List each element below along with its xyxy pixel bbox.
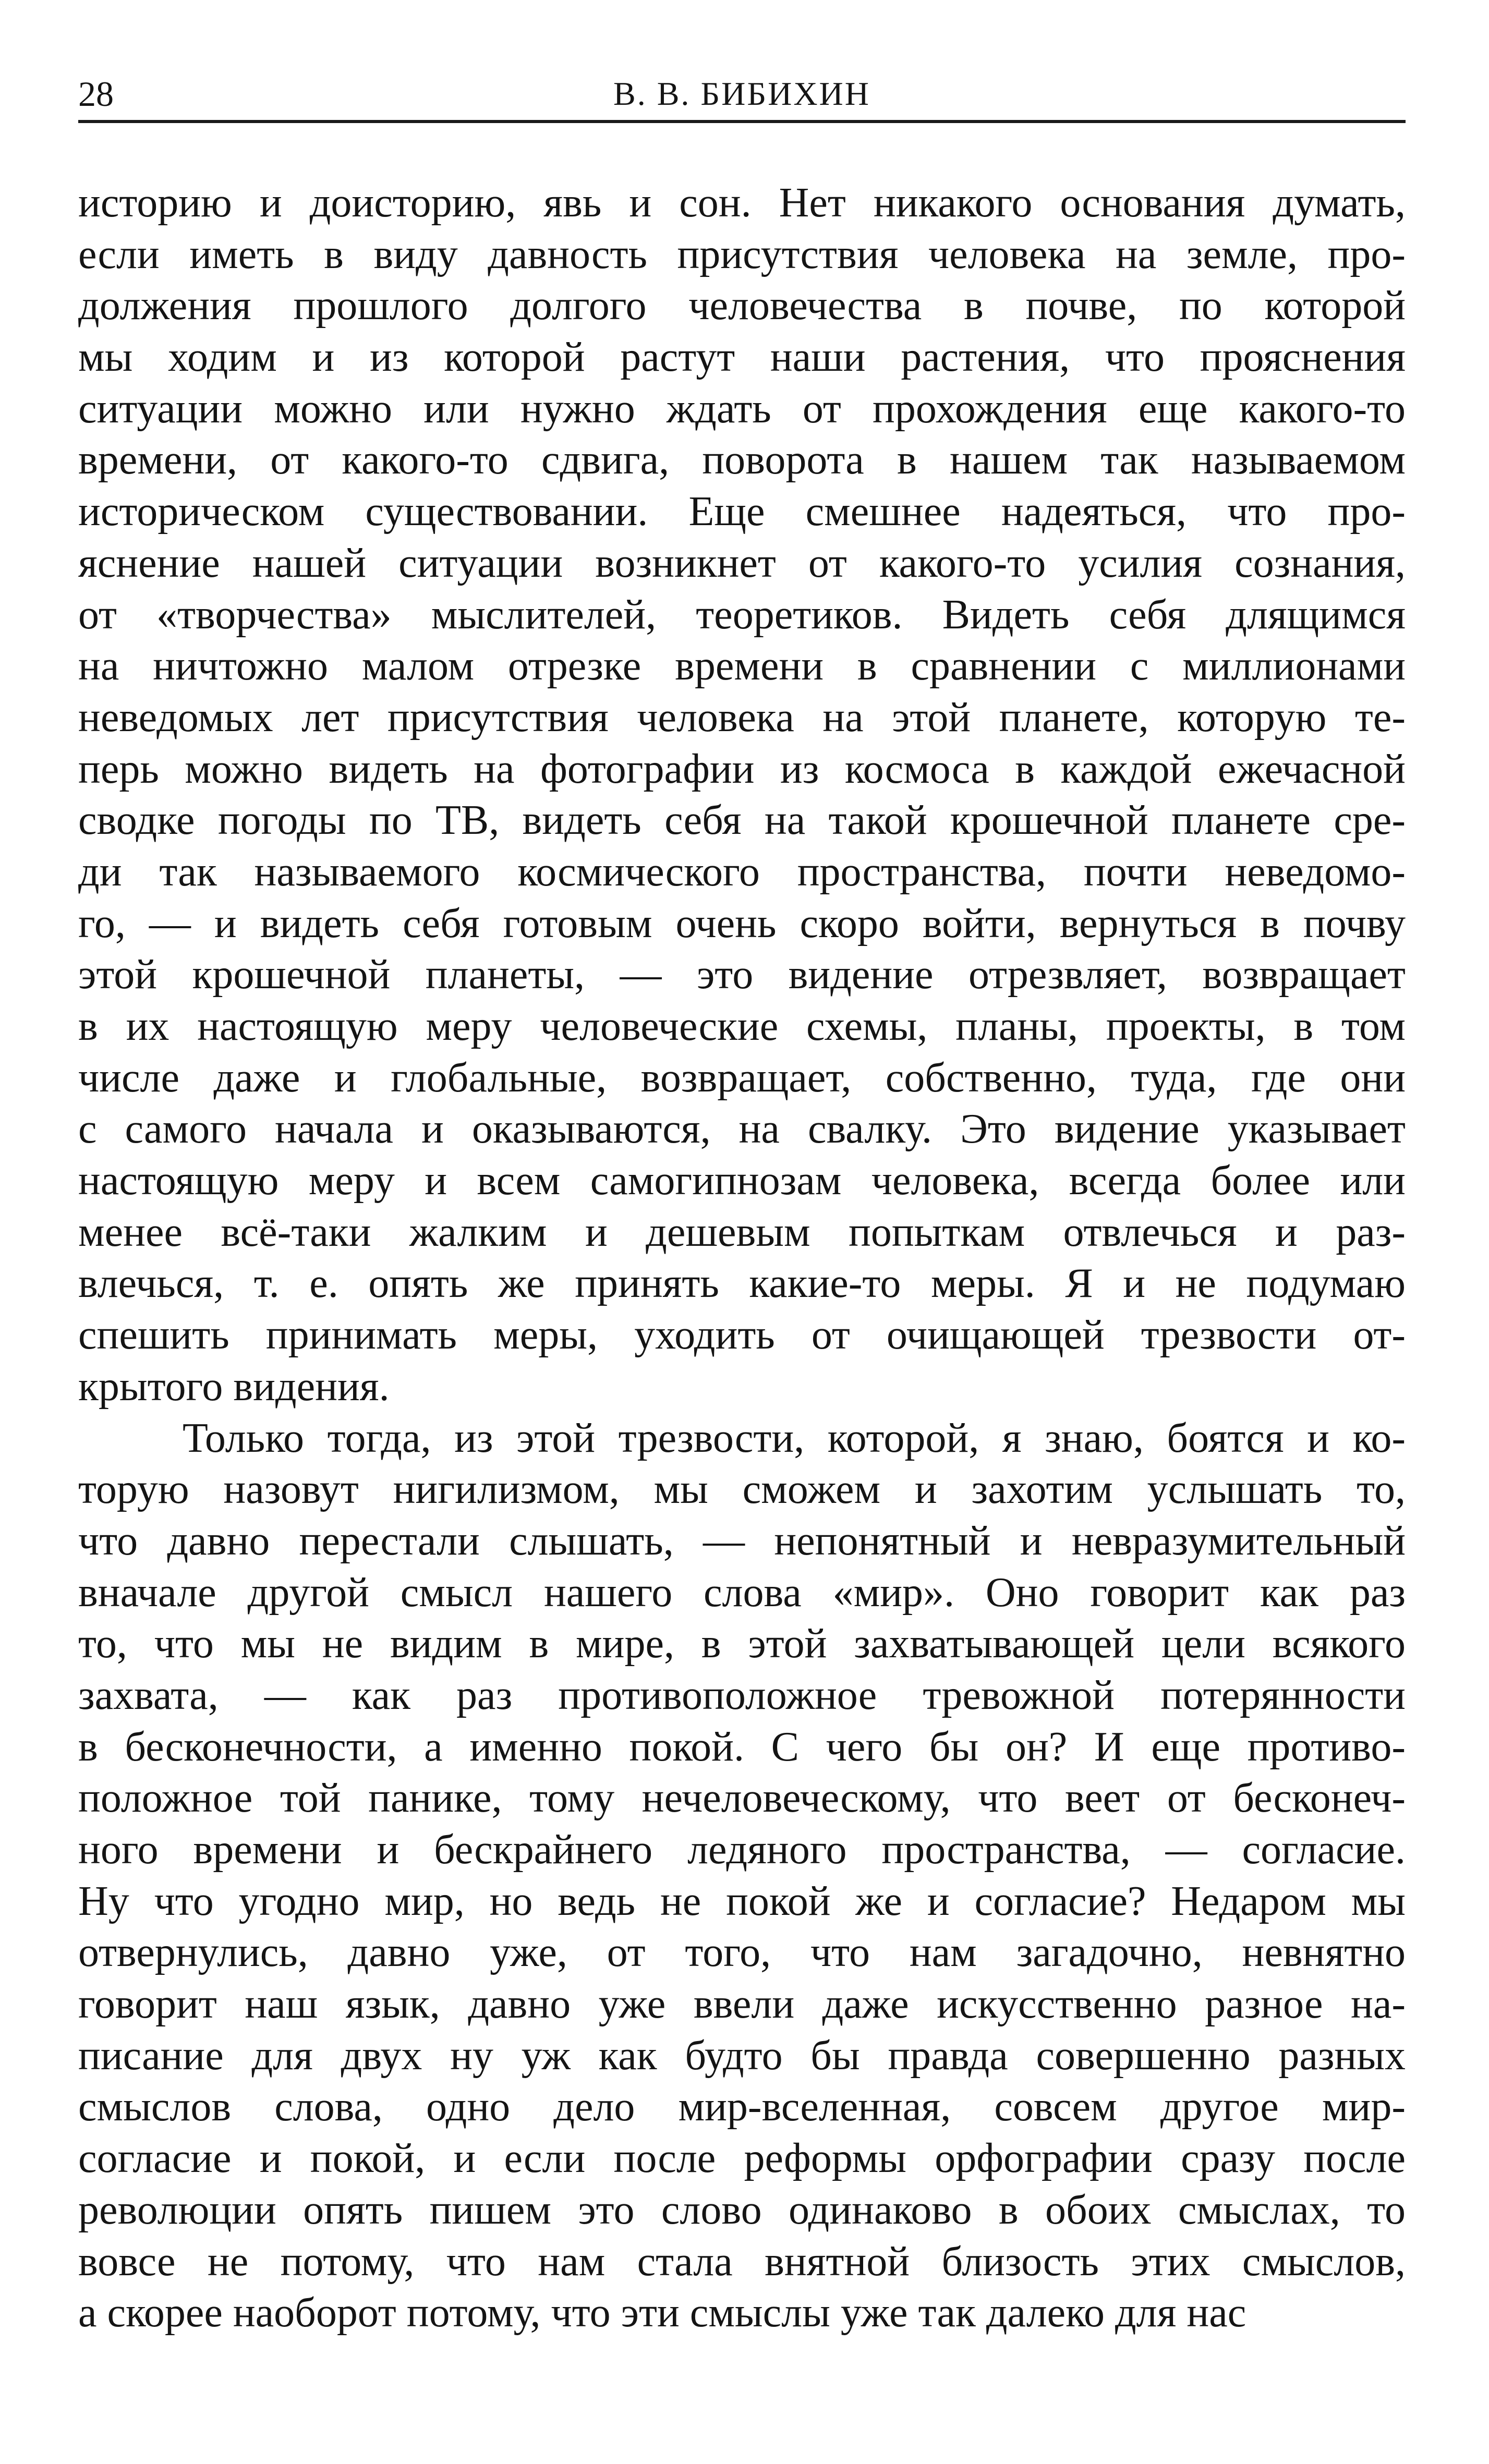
text-line: Ну что угодно мир, но ведь не покой же и согласие? Недаром мы bbox=[78, 1878, 1406, 1924]
text-line: спешить принимать меры, уходить от очищающей трезвости от- bbox=[78, 1312, 1406, 1358]
text-line: согласие и покой, и если после реформы орфографии сразу после bbox=[78, 2135, 1406, 2182]
text-line: неведомых лет присутствия человека на этой планете, которую те- bbox=[78, 694, 1406, 741]
text-line: писание для двух ну уж как будто бы правда совершенно разных bbox=[78, 2032, 1406, 2079]
text-line: с самого начала и оказываются, на свалку. Это видение указывает bbox=[78, 1106, 1406, 1152]
text-line: влечься, т. е. опять же принять какие-то меры. Я и не подумаю bbox=[78, 1260, 1406, 1307]
text-line: перь можно видеть на фотографии из космоса в каждой ежечасной bbox=[78, 746, 1406, 792]
paragraph bbox=[78, 177, 1406, 1413]
page-number: 28 bbox=[78, 74, 114, 114]
text-line: крытого видения. bbox=[78, 1363, 390, 1410]
text-line: го, — и видеть себя готовым очень скоро войти, вернуться в почву bbox=[78, 900, 1406, 946]
text-line: на ничтожно малом отрезке времени в сравнении с миллионами bbox=[78, 643, 1406, 689]
text-line: вовсе не потому, что нам стала внятной близость этих смыслов, bbox=[78, 2238, 1406, 2285]
text-line: ситуации можно или нужно ждать от прохождения еще какого-то bbox=[78, 385, 1406, 432]
text-line: сводке погоды по ТВ, видеть себя на такой крошечной планете сре- bbox=[78, 797, 1406, 844]
text-line: менее всё-таки жалким и дешевым попыткам отвлечься и раз- bbox=[78, 1209, 1406, 1255]
text-line: ного времени и бескрайнего ледяного пространства, — согласие. bbox=[78, 1827, 1406, 1873]
text-line: в их настоящую меру человеческие схемы, планы, проекты, в том bbox=[78, 1003, 1406, 1049]
text-line: настоящую меру и всем самогипнозам человека, всегда более или bbox=[78, 1158, 1406, 1204]
text-line: захвата, — как раз противоположное тревожной потерянности bbox=[78, 1672, 1406, 1718]
text-line: должения прошлого долгого человечества в почве, по которой bbox=[78, 283, 1406, 329]
text-line: смыслов слова, одно дело мир-вселенная, совсем другое мир- bbox=[78, 2084, 1406, 2130]
text-line: Только тогда, из этой трезвости, которой, я знаю, боятся и ко- bbox=[183, 1415, 1406, 1461]
text-line: что давно перестали слышать, — непонятный и невразумительный bbox=[78, 1518, 1406, 1564]
text-line: если иметь в виду давность присутствия человека на земле, про- bbox=[78, 231, 1406, 277]
text-line: ди так называемого космического пространства, почти неведомо- bbox=[78, 848, 1406, 895]
text-line: числе даже и глобальные, возвращает, собственно, туда, где они bbox=[78, 1054, 1406, 1101]
text-line: этой крошечной планеты, — это видение отрезвляет, возвращает bbox=[78, 952, 1406, 998]
text-line: положное той панике, тому нечеловеческому, что веет от бесконеч- bbox=[78, 1775, 1406, 1822]
text-line: революции опять пишем это слово одинаково в обоих смыслах, то bbox=[78, 2187, 1406, 2233]
text-line: историю и доисторию, явь и сон. Нет никакого основания думать, bbox=[78, 180, 1406, 226]
text-line: историческом существовании. Еще смешнее надеяться, что про- bbox=[78, 489, 1406, 535]
text-line: отвернулись, давно уже, от того, что нам загадочно, невнятно bbox=[78, 1929, 1406, 1976]
page-header bbox=[78, 63, 1406, 123]
body-text bbox=[78, 177, 1406, 2339]
paragraph bbox=[78, 1413, 1406, 2339]
text-line: времени, от какого-то сдвига, поворота в нашем так называемом bbox=[78, 437, 1406, 483]
text-line: говорит наш язык, давно уже ввели даже искусственно разное на- bbox=[78, 1981, 1406, 2028]
text-line: мы ходим и из которой растут наши растения, что прояснения bbox=[78, 334, 1406, 381]
text-line: от «творчества» мыслителей, теоретиков. Видеть себя длящимся bbox=[78, 591, 1406, 638]
running-head: В. В. БИБИХИН bbox=[613, 75, 870, 112]
text-line: вначале другой смысл нашего слова «мир». Оно говорит как раз bbox=[78, 1569, 1406, 1616]
text-line: то, что мы не видим в мире, в этой захватывающей цели всякого bbox=[78, 1621, 1406, 1667]
text-line: яснение нашей ситуации возникнет от какого-то усилия сознания, bbox=[78, 540, 1406, 586]
text-line: торую назовут нигилизмом, мы сможем и захотим услышать то, bbox=[78, 1466, 1406, 1513]
text-line: а скорее наоборот потому, что эти смыслы уже так далеко для нас bbox=[78, 2290, 1246, 2336]
text-line: в бесконечности, а именно покой. С чего бы он? И еще противо- bbox=[78, 1723, 1406, 1770]
